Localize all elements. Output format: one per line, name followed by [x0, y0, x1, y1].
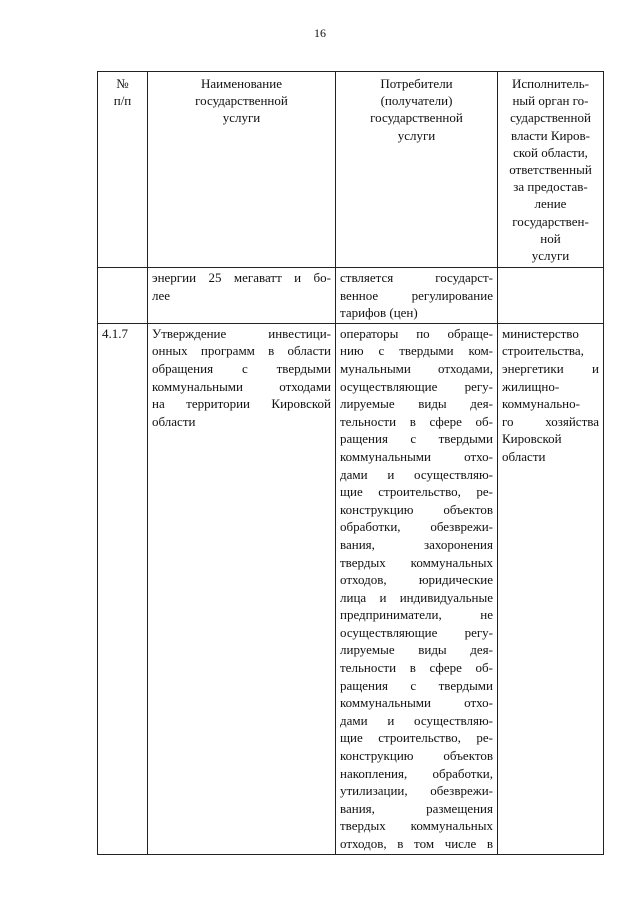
table-row-4-1-7 — [98, 323, 604, 854]
header-text-line: за предостав- — [513, 179, 588, 195]
cell-text-line: лируемые виды дея- — [340, 642, 493, 658]
cell-text-line: Кировской — [502, 431, 562, 447]
header-authority — [498, 72, 604, 268]
header-text-line: п/п — [113, 93, 132, 109]
cell-text-line: нию с твердыми ком- — [340, 343, 493, 359]
cell-text-line: осуществляющие регу- — [340, 378, 493, 394]
header-service-name — [148, 72, 336, 268]
page-number: 16 — [314, 26, 326, 40]
cell-text-line: мунальными отходами, — [340, 360, 493, 376]
header-text-line: ной — [540, 230, 561, 246]
cell-text-line: министерство — [502, 325, 579, 341]
header-text-line: Наименование — [201, 76, 282, 91]
cell-text-line: утилизации, обезврежи- — [340, 783, 493, 799]
cell-text-line: конструкцию объектов — [340, 748, 493, 764]
cell-text-line: на территории Кировской — [152, 396, 331, 412]
cell-text-line: лее — [152, 287, 171, 303]
header-text-line: услуги — [531, 248, 570, 264]
header-text-line: государственной — [370, 110, 463, 126]
cell-text-line: жилищно- — [502, 378, 560, 394]
cell-text-line: дами и осуществляю- — [340, 466, 493, 482]
cell-text-line: тельности в сфере об- — [340, 413, 493, 429]
header-text-line: ской области, — [513, 144, 588, 160]
consumers-cell — [336, 268, 498, 324]
service-name-cell — [148, 323, 336, 854]
header-text-line: (получатели) — [380, 93, 453, 109]
cell-text-line: щие строительство, ре- — [340, 484, 493, 500]
row-number-cell — [98, 268, 148, 324]
cell-text-line: щие строительство, ре- — [340, 730, 493, 746]
cell-text-line: коммунальными отхо- — [340, 695, 493, 711]
row-number-cell: 4.1.7 — [98, 323, 148, 854]
cell-text-line: тельности в сфере об- — [340, 660, 493, 676]
consumers-cell — [336, 323, 498, 854]
cell-text-line: венное регулирование — [340, 287, 493, 303]
cell-text-line: коммунально- — [502, 396, 580, 412]
cell-text-line: ращения с твердыми — [340, 677, 493, 693]
header-text-line: государственной — [195, 93, 288, 109]
cell-text-line: энергетики и — [502, 360, 599, 376]
header-text-line: услуги — [397, 127, 436, 143]
cell-text-line: тарифов (цен) — [340, 305, 418, 321]
header-text-line: ответственный — [509, 162, 592, 178]
cell-text-line: ращения с твердыми — [340, 431, 493, 447]
authority-cell — [498, 323, 604, 854]
services-table — [97, 71, 604, 855]
cell-text-line: коммунальными отхо- — [340, 448, 493, 464]
cell-text-line: онных программ в области — [152, 343, 331, 359]
cell-text-line: области — [502, 448, 546, 464]
cell-text-line: вания, захоронения — [340, 536, 493, 552]
cell-text-line: Утверждение инвестици- — [152, 325, 331, 341]
cell-text-line: области — [152, 413, 196, 429]
cell-text-line: обращения с твердыми — [152, 360, 331, 376]
cell-text-line: лица и индивидуальные — [340, 589, 493, 605]
cell-text-line: осуществляющие регу- — [340, 624, 493, 640]
cell-text-line: строительства, — [502, 343, 584, 359]
header-text-line: сударственной — [510, 110, 591, 126]
cell-text-line: накопления, обработки, — [340, 765, 493, 781]
authority-cell — [498, 268, 604, 324]
cell-text-line: отходов, в том числе в — [340, 836, 493, 851]
cell-text-line: предприниматели, не — [340, 607, 493, 623]
cell-text-line: дами и осуществляю- — [340, 712, 493, 728]
cell-text-line: отходов, юридические — [340, 572, 493, 588]
table-row-continuation — [98, 268, 604, 324]
header-text-line: № — [116, 76, 129, 91]
cell-text-line: конструкцию объектов — [340, 501, 493, 517]
cell-text-line: лируемые виды дея- — [340, 396, 493, 412]
cell-text-line: энергии 25 мегаватт и бо- — [152, 270, 331, 285]
cell-text-line: ствляется государст- — [340, 270, 493, 285]
header-text-line: ление — [534, 196, 567, 212]
cell-text-line: обработки, обезврежи- — [340, 519, 493, 535]
header-text-line: государствен- — [512, 213, 589, 229]
header-text-line: Исполнитель- — [511, 76, 590, 91]
cell-text-line: твердых коммунальных — [340, 554, 493, 570]
cell-text-line: вания, размещения — [340, 800, 493, 816]
service-name-cell — [148, 268, 336, 324]
table-header-row — [98, 72, 604, 268]
cell-text-line: го хозяйства — [502, 413, 599, 429]
cell-text-line: коммунальными отходами — [152, 378, 331, 394]
header-number — [98, 72, 148, 268]
header-text-line: услуги — [222, 110, 261, 126]
cell-text-line: операторы по обраще- — [340, 325, 493, 341]
header-text-line: власти Киров- — [511, 127, 590, 143]
header-text-line: Потребители — [380, 76, 453, 91]
header-consumers — [336, 72, 498, 268]
cell-text-line: твердых коммунальных — [340, 818, 493, 834]
header-text-line: ный орган го- — [512, 93, 589, 109]
